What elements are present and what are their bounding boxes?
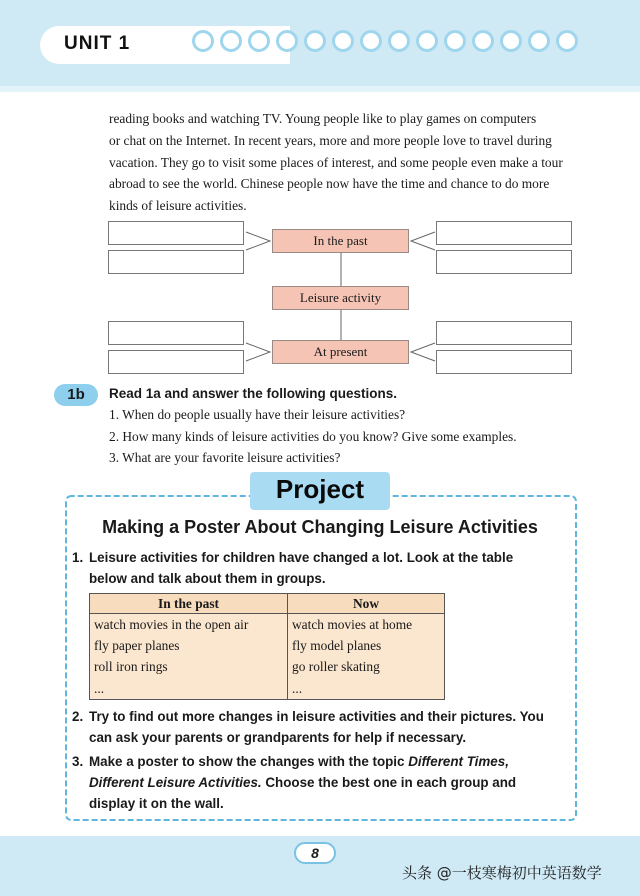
circle-decoration [472,30,494,52]
project-title: Project [275,474,365,504]
circle-decoration [332,30,354,52]
circle-decoration [248,30,270,52]
table-cell: ... [288,678,445,700]
table-row [90,635,445,657]
unit-label: UNIT 1 [64,33,131,54]
project-step-2 [72,706,562,748]
project-step-1 [72,547,562,589]
page-number: 8 [294,842,336,864]
decorative-circles [192,30,578,58]
step-text: Try to find out more changes in leisure activities and their pictures. You [89,709,544,724]
table-cell: watch movies in the open air [90,614,288,636]
step-number: 2. [72,709,84,724]
step-text: display it on the wall. [89,796,224,811]
watermark-text: 头条 @一枝寒梅初中英语数学 [402,864,602,882]
question-list [109,404,517,469]
paragraph-line: vacation. They go to visit some places of interest, and some people even make a tour [109,154,563,170]
circle-decoration [528,30,550,52]
topic-italic: Different Times, [408,754,509,769]
paragraph-line: or chat on the Internet. In recent years, more and more people love to travel during [109,132,552,148]
in-the-past-box: In the past [272,229,409,253]
step-text: Make a poster to show the changes with the topic [89,754,409,769]
step-text: can ask your parents or grandparents for help if necessary. [89,730,467,745]
answer-box-present-right-1[interactable] [436,321,572,345]
table-row [90,614,445,636]
answer-box-past-left-2[interactable] [108,250,244,274]
table-cell: watch movies at home [288,614,445,636]
answer-box-present-left-1[interactable] [108,321,244,345]
step-text-line [72,772,562,793]
header-strip [0,86,640,92]
circle-decoration [500,30,522,52]
circle-decoration [444,30,466,52]
answer-box-present-right-2[interactable] [436,350,572,374]
table-cell: fly model planes [288,635,445,657]
step-text: below and talk about them in groups. [89,571,326,586]
question-item: 2. How many kinds of leisure activities do you know? Give some examples. [109,428,517,444]
answer-box-past-right-1[interactable] [436,221,572,245]
table-cell: go roller skating [288,657,445,679]
circle-decoration [416,30,438,52]
topic-italic: Different Leisure Activities. [89,775,262,790]
circle-decoration [360,30,382,52]
project-subtitle: Making a Poster About Changing Leisure Activities [102,517,538,537]
section-badge-1b: 1b [54,384,98,406]
circle-decoration [388,30,410,52]
circle-decoration [276,30,298,52]
table-header: Now [288,594,445,614]
answer-box-past-left-1[interactable] [108,221,244,245]
step-text-line [72,751,562,772]
project-step-3 [72,751,562,814]
circle-decoration [192,30,214,52]
circle-decoration [220,30,242,52]
table-cell: fly paper planes [90,635,288,657]
table-header: In the past [90,594,288,614]
question-item: 3. What are your favorite leisure activities? [109,450,341,465]
paragraph-line: kinds of leisure activities. [109,198,247,214]
table-row [90,678,445,700]
step-number: 3. [72,754,84,769]
section-1b-instruction: Read 1a and answer the following questions. [109,386,398,401]
step-text: Leisure activities for children have changed a lot. Look at the table [89,550,514,565]
step-number: 1. [72,550,84,565]
paragraph-line: reading books and watching TV. Young people like to play games on computers [109,111,537,126]
question-item: 1. When do people usually have their leisure activities? [109,407,406,422]
table-cell: ... [90,678,288,700]
answer-box-present-left-2[interactable] [108,350,244,374]
circle-decoration [304,30,326,52]
leisure-table [89,593,445,700]
table-cell: roll iron rings [90,657,288,679]
answer-box-past-right-2[interactable] [436,250,572,274]
leisure-activity-box: Leisure activity [272,286,409,310]
step-text: Choose the best one in each group and [261,775,517,790]
at-present-box: At present [272,340,409,364]
circle-decoration [556,30,578,52]
paragraph-line: abroad to see the world. Chinese people now have the time and chance to do more [109,176,550,192]
table-row [90,657,445,679]
reading-paragraph [109,108,579,217]
